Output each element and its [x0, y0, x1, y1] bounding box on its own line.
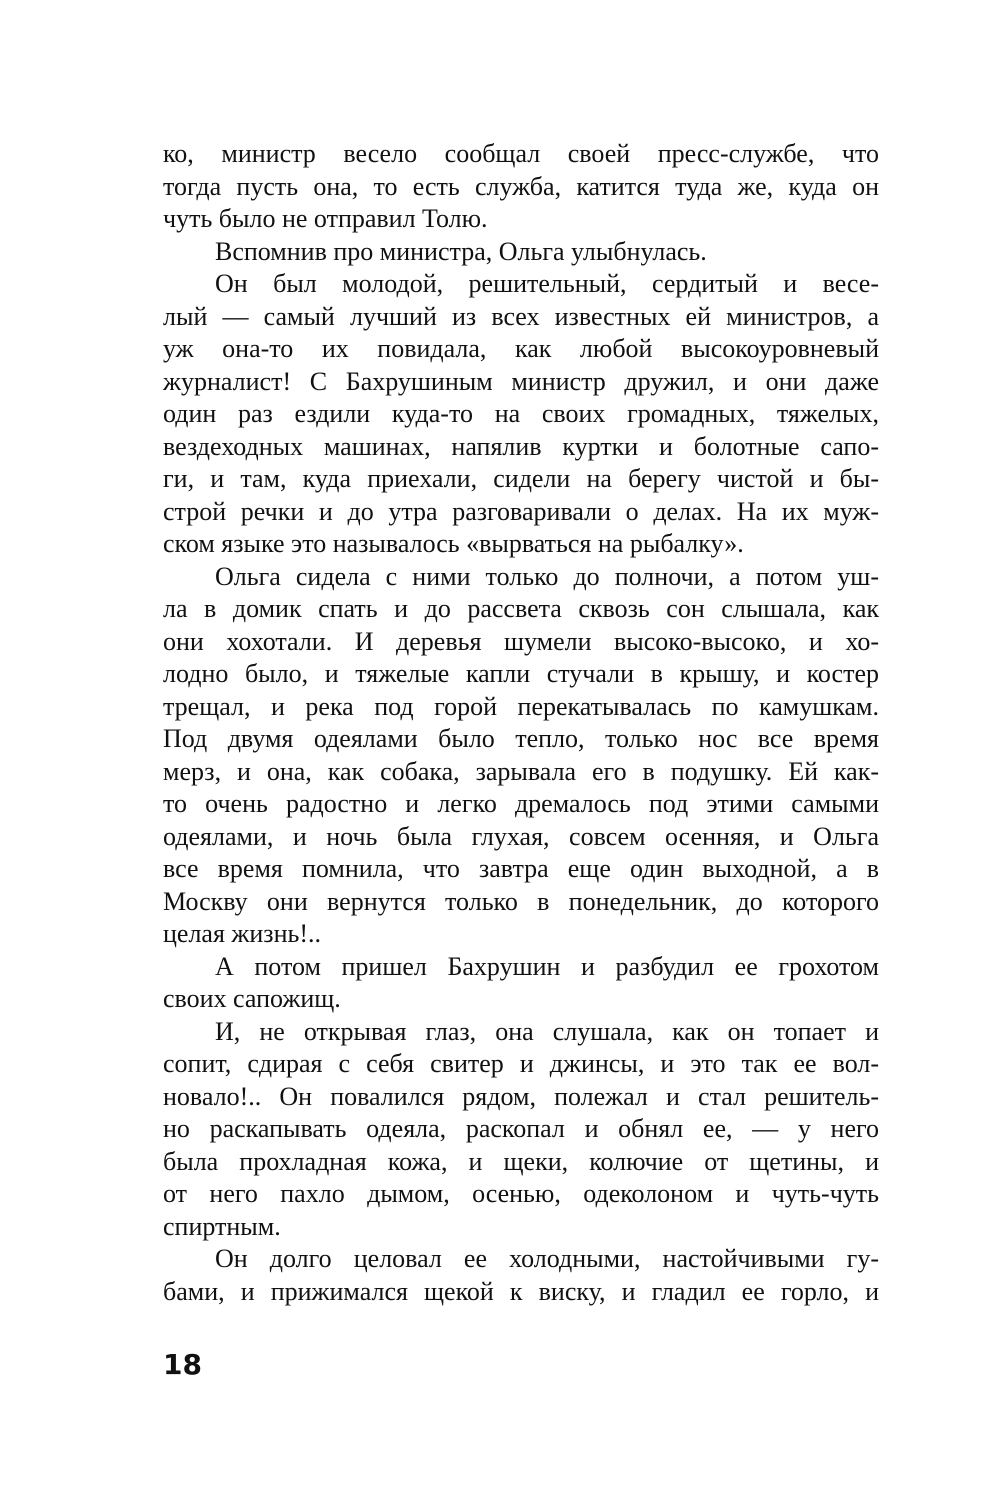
text-line: но раскапывать одеяла, раскопал и обнял ее, — у него: [163, 1114, 879, 1143]
text-line: Ольга сидела с ними только до полночи, а потом уш-: [215, 561, 879, 591]
text-line: спиртным.: [163, 1211, 281, 1241]
text-line: Он долго целовал ее холодными, настойчивыми гу-: [215, 1244, 879, 1273]
text-line: уж она-то их повидала, как любой высокоуровневый: [163, 334, 879, 363]
text-line: Он был молодой, решительный, сердитый и весе-: [215, 269, 879, 298]
text-line: лодно было, и тяжелые капли стучали в крышу, и костер: [163, 659, 879, 688]
text-line: сопит, сдирая с себя свитер и джинсы, и это так ее вол-: [163, 1049, 879, 1078]
text-line: то очень радостно и легко дремалось под этими самыми: [163, 789, 879, 818]
text-line: лый — самый лучший из всех известных ей министров, а: [163, 301, 879, 331]
text-line: А потом пришел Бахрушин и разбудил ее грохотом: [215, 951, 879, 981]
text-line: целая жизнь!..: [163, 919, 322, 948]
text-line: один раз ездили куда-то на своих громадных, тяжелых,: [163, 399, 879, 428]
text-line: ском языке это называлось «вырваться на рыбалку».: [163, 529, 744, 558]
text-line: вездеходных машинах, напялив куртки и болотные сапо-: [163, 431, 879, 461]
text-line: ко, министр весело сообщал своей пресс-службе, что: [163, 139, 879, 168]
text-line: трещал, и река под горой перекатывалась по камушкам.: [163, 691, 879, 721]
text-line: Под двумя одеялами было тепло, только нос все время: [163, 724, 879, 753]
body-text: [163, 138, 879, 1308]
page-number: 18: [163, 1348, 202, 1381]
text-line: все время помнила, что завтра еще один выходной, а в: [163, 854, 879, 883]
text-line: новало!.. Он повалился рядом, полежал и стал решитель-: [163, 1081, 879, 1111]
text-line: Вспомнив про министра, Ольга улыбнулась.: [215, 236, 707, 266]
text-line: Москву они вернутся только в понедельник, до которого: [163, 886, 879, 916]
text-line: строй речки и до утра разговаривали о делах. На их муж-: [163, 496, 879, 526]
text-line: журналист! С Бахрушиным министр дружил, и они даже: [163, 366, 879, 396]
text-line: тогда пусть она, то есть служба, катится туда же, куда он: [163, 171, 879, 201]
text-line: И, не открывая глаз, она слушала, как он топает и: [215, 1016, 879, 1046]
text-line: бами, и прижимался щекой к виску, и гладил ее горло, и: [163, 1276, 879, 1306]
text-line: ги, и там, куда приехали, сидели на берегу чистой и бы-: [163, 464, 879, 493]
text-line: своих сапожищ.: [163, 984, 341, 1013]
text-line: ла в домик спать и до рассвета сквозь сон слышала, как: [163, 594, 879, 623]
text-line: мерз, и она, как собака, зарывала его в подушку. Ей как-: [163, 756, 879, 786]
text-line: чуть было не отправил Толю.: [163, 204, 488, 233]
text-line: одеялами, и ночь была глухая, совсем осенняя, и Ольга: [163, 821, 879, 851]
text-line: была прохладная кожа, и щеки, колючие от щетины, и: [163, 1146, 879, 1176]
text-line: от него пахло дымом, осенью, одеколоном и чуть-чуть: [163, 1179, 879, 1208]
text-line: они хохотали. И деревья шумели высоко-высоко, и хо-: [163, 626, 879, 656]
